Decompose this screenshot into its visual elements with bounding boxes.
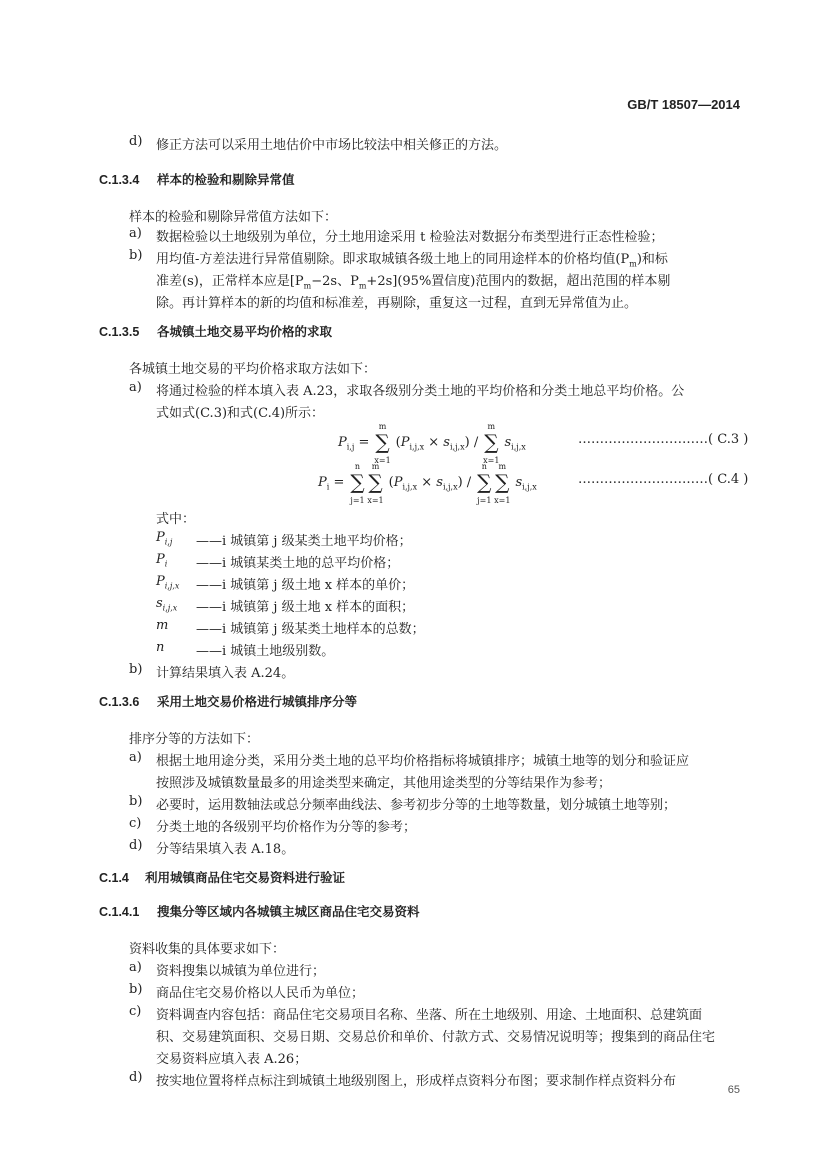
section-heading-c135 — [99, 322, 332, 340]
section-heading-c136 — [99, 692, 357, 710]
section-title: 采用土地交易价格进行城镇排序分等 — [157, 695, 358, 709]
list-text-line: 除。再计算样本的新的均值和标准差，再剔除，重复这一过程，直到无异常值为止。 — [156, 296, 638, 311]
section-heading-c134 — [99, 170, 295, 188]
list-text-line: 根据土地用途分类，采用分类土地的总平均价格指标将城镇排序；城镇土地等的划分和验证应 — [156, 754, 690, 769]
list-label: b) — [129, 794, 143, 809]
list-label: b) — [129, 662, 143, 677]
section-number: C.1.3.5 — [99, 325, 140, 339]
list-text-line: 交易资料应填入表 A.26； — [156, 1052, 308, 1067]
symbol: s — [156, 596, 163, 611]
symbol: P — [156, 574, 165, 589]
subscript: m — [358, 281, 367, 291]
list-text: 分等结果填入表 A.18。 — [156, 842, 295, 857]
list-text: 数据检验以土地级别为单位，分土地用途采用 t 检验法对数据分布类型进行正态性检验； — [156, 230, 664, 245]
subscript: i,j,x — [162, 603, 178, 613]
formula-c4: $P_i$ = n ∑ j=1 m ∑ x=1 $(P_{i,j,x} \times s_{i,j,x})$ / n ∑ j=1 m ∑ x=1 $s_{i,j,x}$ — [318, 462, 537, 505]
subscript: i — [164, 559, 168, 569]
list-text-line: 式如式(C.3)和式(C.4)所示： — [156, 406, 325, 421]
list-text-line: 按实地位置将样点标注到城镇土地级别图上，形成样点资料分布图；要求制作样点资料分布 — [156, 1074, 677, 1089]
list-text: 计算结果填入表 A.24。 — [156, 666, 295, 681]
symbol: P — [156, 530, 165, 545]
section-title: 各城镇土地交易平均价格的求取 — [157, 325, 333, 339]
section-heading-c141 — [99, 902, 420, 920]
variable-description: ——i 城镇第 j 级土地 x 样本的单价； — [196, 578, 415, 593]
symbol: P — [156, 552, 165, 567]
list-text: 分类土地的各级别平均价格作为分等的参考； — [156, 820, 417, 835]
equation-number-c4: …………………………( C.4 ) — [578, 472, 749, 487]
paragraph-intro: 各城镇土地交易的平均价格求取方法如下： — [129, 362, 377, 377]
formula-c3: $P_{i,j}$ = m ∑ x=1 $(P_{i,j,x} \times s_{i,j,x})$ / m ∑ x=1 $s_{i,j,x}$ — [338, 422, 526, 465]
subscript: i,j,x — [164, 581, 180, 591]
section-number: C.1.4.1 — [99, 905, 140, 919]
list-label: a) — [129, 750, 142, 765]
variable-symbol — [156, 574, 179, 591]
standard-code-header: GB/T 18507—2014 — [627, 97, 740, 112]
text-segment: −2s、P — [311, 274, 359, 289]
symbol: m — [156, 618, 169, 633]
list-text: 商品住宅交易价格以人民币为单位； — [156, 986, 365, 1001]
variable-description: ——i 城镇第 j 级某类土地样本的总数； — [196, 622, 425, 637]
list-text-line: 将通过检验的样本填入表 A.23，求取各级别分类土地的平均价格和分类土地总平均价格。公 — [156, 384, 685, 399]
subscript: m — [303, 281, 312, 291]
variable-description: ——i 城镇第 j 级某类土地平均价格； — [196, 534, 412, 549]
section-title: 样本的检验和剔除异常值 — [157, 173, 295, 187]
paragraph-intro: 资料收集的具体要求如下： — [129, 942, 286, 957]
text-segment: +2s](95%置信度)范围内的数据，超出范围的样本剔 — [366, 274, 671, 289]
text-segment: 准差(s)，正常样本应是[P — [156, 274, 304, 289]
variable-symbol — [156, 552, 167, 569]
where-label: 式中： — [156, 512, 196, 527]
list-text: 修正方法可以采用土地估价中市场比较法中相关修正的方法。 — [156, 138, 508, 153]
section-title: 利用城镇商品住宅交易资料进行验证 — [145, 871, 346, 885]
list-text: 资料搜集以城镇为单位进行； — [156, 964, 326, 979]
list-text: 必要时，运用数轴法或总分频率曲线法、参考初步分等的土地等数量，划分城镇土地等别； — [156, 798, 677, 813]
variable-symbol — [156, 530, 172, 547]
list-text-line: 积、交易建筑面积、交易日期、交易总价和单价、付款方式、交易情况说明等；搜集到的商品住宅 — [156, 1030, 716, 1045]
section-title: 搜集分等区域内各城镇主城区商品住宅交易资料 — [157, 905, 420, 919]
variable-symbol — [156, 618, 168, 633]
list-label: b) — [129, 982, 143, 997]
symbol: n — [156, 640, 165, 655]
variable-symbol — [156, 640, 164, 655]
text-segment: 用均值-方差法进行异常值剔除。即求取城镇各级土地上的同用途样本的价格均值(P — [156, 252, 630, 267]
list-text-line: 资料调查内容包括：商品住宅交易项目名称、坐落、所在土地级别、用途、土地面积、总建筑面 — [156, 1008, 703, 1023]
subscript: i,j — [164, 537, 173, 547]
list-label: a) — [129, 380, 142, 395]
variable-description: ——i 城镇某类土地的总平均价格； — [196, 556, 400, 571]
variable-symbol — [156, 596, 177, 613]
list-label: c) — [129, 816, 142, 831]
section-heading-c14 — [99, 868, 345, 886]
list-text-line: 按照涉及城镇数量最多的用途类型来确定，其他用途类型的分等结果作为参考； — [156, 776, 612, 791]
list-label: c) — [129, 1004, 142, 1019]
list-label: b) — [129, 248, 143, 263]
variable-description: ——i 城镇第 j 级土地 x 样本的面积； — [196, 600, 415, 615]
section-number: C.1.4 — [99, 871, 129, 885]
paragraph-intro: 样本的检验和剔除异常值方法如下： — [129, 210, 338, 225]
section-number: C.1.3.4 — [99, 173, 140, 187]
page-number: 65 — [727, 1084, 740, 1096]
list-label: a) — [129, 226, 142, 241]
list-label: d) — [129, 1070, 143, 1085]
list-text-line — [156, 248, 668, 269]
variable-description: ——i 城镇土地级别数。 — [196, 644, 335, 659]
list-label: d) — [129, 838, 143, 853]
list-label: d) — [129, 134, 143, 149]
subscript: m — [629, 259, 637, 269]
text-segment: )和标 — [636, 252, 668, 267]
section-number: C.1.3.6 — [99, 695, 140, 709]
equation-number-c3: …………………………( C.3 ) — [578, 432, 749, 447]
paragraph-intro: 排序分等的方法如下： — [129, 732, 260, 747]
list-label: a) — [129, 960, 142, 975]
list-text-line — [156, 270, 670, 291]
